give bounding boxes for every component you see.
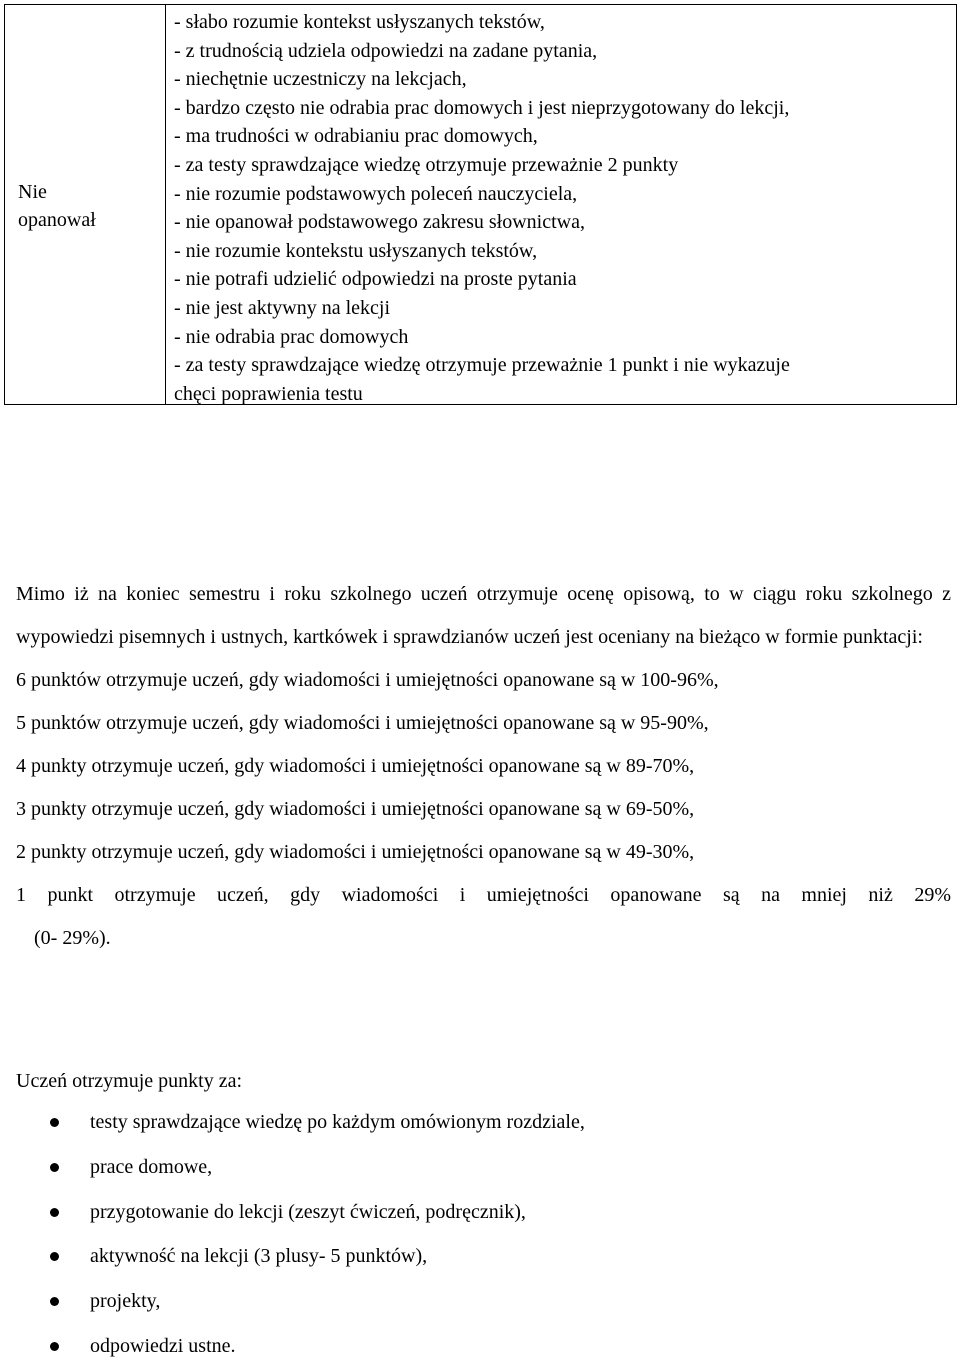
scoring-rule: 4 punkty otrzymuje uczeń, gdy wiadomości i umiejętności opanowane są w 89-70%, xyxy=(16,755,695,777)
bullet-icon xyxy=(50,1342,59,1351)
description-line: - nie rozumie podstawowych poleceń nauczyciela, xyxy=(174,182,578,205)
description-line: - słabo rozumie kontekst usłyszanych tekstów, xyxy=(174,11,545,33)
description-line: - za testy sprawdzające wiedzę otrzymuje przeważnie 2 punkty xyxy=(174,153,679,176)
list-item xyxy=(0,1234,585,1279)
points-heading: Uczeń otrzymuje punkty za: xyxy=(16,1070,243,1092)
list-item-label: projekty, xyxy=(90,1290,161,1313)
scoring-section xyxy=(16,573,951,960)
scoring-intro-paragraph: Mimo iż na koniec semestru i roku szkolnego uczeń otrzymuje ocenę opisową, to w ciągu roku szkolnego z wypowiedzi pisemnych i ustnych, kartkówek i sprawdzianów uczeń jest oceniany na bieżąco w formie punktacji: xyxy=(16,583,951,648)
list-item-label: prace domowe, xyxy=(90,1155,213,1178)
bullet-icon xyxy=(50,1297,59,1306)
description-line: - nie jest aktywny na lekcji xyxy=(174,296,391,319)
grade-label-cell xyxy=(5,5,166,404)
grade-label-line: opanował xyxy=(18,209,96,231)
description-line: - nie potrafi udzielić odpowiedzi na proste pytania xyxy=(174,268,577,291)
list-item xyxy=(0,1145,585,1190)
description-line: - niechętnie uczestniczy na lekcjach, xyxy=(174,68,467,91)
points-list xyxy=(0,1100,585,1369)
list-item-label: przygotowanie do lekcji (zeszyt ćwiczeń, podręcznik), xyxy=(90,1200,526,1223)
description-line: - bardzo często nie odrabia prac domowych i jest nieprzygotowany do lekcji, xyxy=(174,96,790,119)
list-item-label: aktywność na lekcji (3 plusy- 5 punktów), xyxy=(90,1245,428,1268)
scoring-rule: 5 punktów otrzymuje uczeń, gdy wiadomości i umiejętności opanowane są w 95-90%, xyxy=(16,712,709,734)
bullet-icon xyxy=(50,1163,59,1172)
description-line: - nie odrabia prac domowych xyxy=(174,325,409,348)
scoring-rule: 6 punktów otrzymuje uczeń, gdy wiadomości i umiejętności opanowane są w 100-96%, xyxy=(16,669,719,691)
description-line: chęci poprawienia testu xyxy=(174,382,363,405)
description-line: - nie rozumie kontekstu usłyszanych tekstów, xyxy=(174,239,538,262)
scoring-rule-last-continuation: (0- 29%). xyxy=(34,927,111,949)
bullet-icon xyxy=(50,1208,59,1217)
grade-description-cell xyxy=(166,5,956,404)
bullet-icon xyxy=(50,1118,59,1127)
list-item xyxy=(0,1324,585,1369)
description-line: - ma trudności w odrabianiu prac domowych, xyxy=(174,125,538,148)
list-item-label: testy sprawdzające wiedzę po każdym omówionym rozdziale, xyxy=(90,1111,585,1133)
scoring-rule-last: 1 punkt otrzymuje uczeń, gdy wiadomości i umiejętności opanowane są na mniej niż 29% xyxy=(16,884,951,906)
list-item xyxy=(0,1279,585,1324)
grade-description-table xyxy=(4,4,957,405)
description-line: - nie opanował podstawowego zakresu słownictwa, xyxy=(174,211,585,234)
scoring-rule: 3 punkty otrzymuje uczeń, gdy wiadomości i umiejętności opanowane są w 69-50%, xyxy=(16,798,695,820)
description-line: - z trudnością udziela odpowiedzi na zadane pytania, xyxy=(174,39,598,62)
scoring-rule: 2 punkty otrzymuje uczeń, gdy wiadomości i umiejętności opanowane są w 49-30%, xyxy=(16,841,695,863)
description-line: - za testy sprawdzające wiedzę otrzymuje przeważnie 1 punkt i nie wykazuje xyxy=(174,354,790,377)
bullet-icon xyxy=(50,1252,59,1261)
list-item-label: odpowiedzi ustne. xyxy=(90,1334,236,1357)
list-item xyxy=(0,1100,585,1145)
grade-label-line: Nie xyxy=(18,181,47,203)
list-item xyxy=(0,1190,585,1235)
